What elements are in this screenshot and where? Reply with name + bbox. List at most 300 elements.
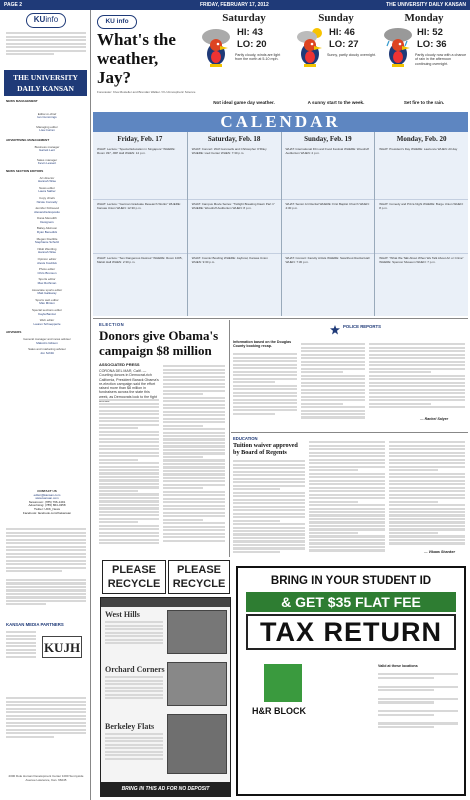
text-line (233, 481, 305, 483)
text-line (301, 371, 343, 373)
text-line (233, 513, 305, 515)
berkeley-flats-title: Berkeley Flats (105, 722, 155, 731)
calendar-grid (93, 132, 468, 316)
text-line (163, 390, 225, 392)
text-line (233, 388, 297, 390)
text-line (389, 542, 465, 544)
text-line (163, 515, 225, 517)
text-line (389, 445, 465, 447)
text-line (163, 369, 225, 371)
text-line (233, 485, 305, 487)
police-intro: Information based on the Douglas County booking recap. (233, 340, 292, 349)
text-line (163, 435, 225, 437)
media-partners-text (6, 630, 36, 690)
text-line (309, 483, 385, 485)
staff-person: Matt Galloway (37, 291, 57, 296)
text-line (389, 455, 465, 457)
text-line (309, 504, 385, 506)
text-line (163, 379, 225, 381)
staff-person: Hannah Wise (37, 179, 56, 184)
text-line (369, 361, 465, 363)
text-line (163, 418, 225, 420)
text-line (309, 535, 385, 537)
text-line (163, 397, 225, 399)
flat-fee-banner (246, 592, 456, 612)
text-line (233, 540, 305, 542)
text-line (99, 514, 159, 516)
tuition-kicker: EDUCATION (233, 436, 258, 441)
text-line (99, 479, 159, 481)
text-line (301, 416, 365, 418)
contact-box (6, 490, 88, 515)
text-line (163, 498, 225, 500)
text-line (163, 491, 225, 493)
section-title: ADVISERS (6, 330, 22, 335)
text-line (99, 525, 159, 527)
page-number: PAGE 2 (4, 2, 22, 8)
text-line (389, 511, 465, 513)
text-line (233, 467, 305, 469)
calendar-event[interactable]: WHAT: Comedy and Pizza Night WHERE: Burge Union WHEN: 8 p.m. (375, 199, 468, 253)
text-line (99, 535, 159, 537)
forecast-hi: HI: 46 (329, 27, 355, 38)
text-line (163, 449, 225, 451)
text-line (369, 354, 465, 356)
text-line (233, 502, 305, 504)
text-line (233, 409, 297, 411)
text-line (163, 421, 225, 423)
staff-role: Bailey Atkinson (36, 226, 58, 231)
housing-ad-header (101, 598, 230, 607)
text-line (369, 389, 465, 391)
recycle-ad-1-text: PLEASE RECYCLE (107, 564, 161, 590)
text-line (301, 385, 365, 387)
text-line (309, 511, 385, 513)
text-line (309, 549, 385, 551)
staff-role: Sports web editor (35, 297, 59, 302)
orchard-text (105, 675, 163, 715)
text-line (301, 347, 365, 349)
text-line (99, 445, 159, 447)
forecast-lo: LO: 36 (417, 39, 447, 50)
calendar-day-column (187, 132, 281, 316)
text-line (99, 399, 159, 401)
text-line (389, 535, 465, 537)
text-line (389, 487, 465, 489)
text-line (233, 551, 280, 553)
masthead-line1: THE UNIVERSITY (13, 73, 78, 82)
section-title: NEWS SECTION EDITORS (6, 168, 44, 173)
text-line (301, 354, 365, 356)
forecast-hi: HI: 43 (237, 27, 263, 38)
text-line (309, 466, 385, 468)
text-line (309, 528, 385, 530)
calendar-day-header: Friday, Feb. 17 (117, 135, 163, 143)
staff-box (6, 99, 88, 358)
text-line (163, 463, 225, 465)
text-line (389, 469, 438, 471)
text-line (309, 480, 385, 482)
text-line (99, 431, 159, 433)
student-id-headline: BRING IN YOUR STUDENT ID (270, 575, 432, 587)
text-line (369, 396, 465, 398)
text-line (233, 523, 305, 525)
forecast-lo: LO: 27 (329, 39, 359, 50)
staff-person: Nicole Connelly (36, 199, 58, 204)
text-line (369, 403, 431, 405)
calendar-event[interactable]: WHAT: Lecture: "German Graduate Research Works" WHERE: Kansas Union WHEN: 12:30 p.m. (93, 199, 187, 253)
text-line (309, 462, 385, 464)
text-line (309, 473, 385, 475)
text-line (369, 343, 465, 345)
calendar-title: CALENDAR (220, 112, 341, 131)
text-line (233, 378, 297, 380)
text-line (99, 438, 159, 440)
berkeley-text (105, 732, 163, 776)
staff-person: Alexandra Esposito (34, 209, 60, 214)
text-line (99, 472, 159, 474)
text-line (301, 399, 365, 401)
tuition-headline: Tuition waiver approved by Board of Regents (233, 442, 298, 457)
text-line (99, 542, 159, 544)
text-line (99, 521, 138, 523)
text-line (99, 455, 159, 457)
forecast-hi: HI: 52 (417, 27, 443, 38)
page-header-bar (0, 0, 470, 10)
calendar-event[interactable]: WHAT: Concert: Wolf Gunnsells and Christopher O'Riley WHERE: Lied Center WHEN: 7:30 p.m. (191, 147, 267, 155)
section-title: ADVERTISING MANAGEMENT (6, 137, 50, 142)
police-col1 (233, 352, 297, 418)
text-line (233, 371, 297, 373)
text-line (163, 365, 225, 367)
text-line (389, 501, 438, 503)
calendar-event[interactable]: WHAT: Senior Art Recital WHERE: First Baptist Church WHEN: 4:30 p.m. (282, 199, 375, 253)
text-line (301, 413, 365, 415)
text-line (163, 425, 203, 427)
weather-question-line2: weather, (97, 49, 159, 68)
kuinfo-logo-ku: KU (33, 15, 46, 24)
text-line (389, 462, 465, 464)
masthead-line2: DAILY KANSAN (17, 84, 74, 93)
text-line (233, 402, 297, 404)
calendar-event[interactable]: WHAT: Lecture: "Special Education in Singapore" WHERE: Room 337, JRP Hall WHEN: 12 p.m. (97, 147, 176, 155)
calendar-event[interactable]: WHAT: Lecture: "Sex Dangerous Desires" WHERE: Room 1005, Malott Hall WHEN: 2:30 p.m. (93, 253, 187, 307)
text-line (389, 508, 465, 510)
text-line (389, 480, 465, 482)
calendar-event[interactable]: WHAT: International Film and Food Festival WHERE: Woodruff Auditorium WHEN: 2 p.m. (285, 147, 369, 155)
contact-newsroom: Newsroom: (785) 766-1491 (28, 499, 66, 504)
divider (231, 432, 468, 433)
text-line (309, 546, 385, 548)
text-line (163, 540, 225, 542)
text-line (233, 385, 297, 387)
forecast-day-name: Sunday (318, 12, 354, 24)
text-line (233, 533, 305, 535)
election-kicker: ELECTION (99, 322, 125, 327)
recycle-ad-2 (168, 560, 230, 594)
text-line (233, 547, 305, 549)
election-body-col1 (99, 398, 159, 550)
text-line (233, 413, 275, 415)
election-headline: Donors give Obama's campaign $8 million (99, 328, 219, 358)
text-line (163, 407, 225, 409)
issue-date: FRIDAY, FEBRUARY 17, 2012 (200, 2, 269, 8)
text-line (99, 486, 159, 488)
text-line (99, 528, 159, 530)
contact-website[interactable]: www.kansan.com (35, 496, 59, 501)
staff-person: Lauren Schoepperle (33, 321, 61, 326)
calendar-day-column (374, 132, 468, 316)
text-line (309, 525, 385, 527)
text-line (369, 371, 431, 373)
text-line (233, 544, 305, 546)
text-line (389, 539, 465, 541)
hr-block-ad (236, 566, 466, 796)
text-line (233, 460, 305, 462)
text-line (233, 492, 305, 494)
text-line (369, 406, 465, 408)
text-line (309, 455, 385, 457)
text-line (309, 469, 358, 471)
housing-banner: BRING IN THIS AD FOR NO DEPOSIT (101, 782, 230, 796)
staff-role: Sports editor (38, 277, 56, 282)
contact-twitter[interactable]: Twitter: UDK_News (33, 506, 60, 511)
recycle-ad-2-text: PLEASE RECYCLE (172, 564, 226, 590)
text-line (389, 452, 465, 454)
calendar-event[interactable]: WHAT: Concert: Faculty Artists WHERE: Swarthout Recital Hall WHEN: 7:30 p.m. (282, 253, 375, 307)
text-line (301, 343, 365, 345)
text-line (233, 516, 305, 518)
forecast-desc: Partly cloudy, winds are light from the north at 5-10 mph. (235, 53, 281, 62)
text-line (99, 466, 159, 468)
text-line (309, 501, 358, 503)
forecast-day-name: Saturday (222, 12, 266, 24)
text-line (389, 490, 465, 492)
staff-person: Ian Cummings (37, 115, 57, 120)
text-line (163, 445, 225, 447)
staff-person: Lisa Curran (39, 128, 55, 133)
kuinfo-logo-suffix: info (45, 15, 59, 24)
text-line (99, 497, 159, 499)
text-line (301, 375, 365, 377)
text-line (99, 504, 159, 506)
text-line (163, 452, 225, 454)
recycle-ad-1 (102, 560, 166, 594)
paper-name: THE UNIVERSITY DAILY KANSAN (386, 2, 466, 8)
text-line (163, 383, 225, 385)
text-line (163, 536, 225, 538)
text-line (369, 382, 465, 384)
weather-kuinfo-logo: KU info (97, 15, 137, 29)
text-line (369, 368, 465, 370)
text-line (163, 438, 225, 440)
text-line (163, 533, 225, 535)
text-line (389, 532, 438, 534)
text-line (233, 527, 305, 529)
text-line (369, 378, 465, 380)
calendar-event[interactable]: WHAT: Cosmic Bowling WHERE: Jaybowl, Kansas Union WHEN: 9:30 p.m. (188, 253, 281, 307)
text-line (301, 378, 365, 380)
kuinfo-blurb (6, 31, 86, 67)
text-line (233, 506, 305, 508)
text-line (369, 392, 465, 394)
text-line (163, 484, 225, 486)
staff-person: Chris Bronson (37, 270, 57, 275)
tax-return-headline: TAX RETURN (246, 614, 456, 650)
calendar-event[interactable]: WHAT: President's Day WHERE: Lawrence WHEN: All day (379, 147, 458, 151)
contact-facebook[interactable]: Facebook: facebook.com/thekansan (22, 510, 72, 515)
forecast-tagline-saturday: Not ideal game day weather. (213, 100, 275, 105)
text-line (99, 483, 159, 485)
west-hills-photo (167, 610, 227, 654)
forecast-credit: Forecaster: Kiva Mosteller and Brendan Walker / KU Atmospheric Science (97, 90, 196, 94)
text-line (233, 374, 297, 376)
text-line (233, 395, 297, 397)
text-line (233, 530, 305, 532)
text-line (309, 518, 385, 520)
text-line (99, 511, 159, 513)
calendar-event[interactable]: WHAT: "What We Talk About When We Talk About Art or Crime" WHERE: Spencer Museum WHEN: 7 p.m. (375, 253, 468, 307)
text-line (233, 509, 305, 511)
calendar-day-column (93, 132, 187, 316)
text-line (309, 452, 385, 454)
text-line (309, 476, 385, 478)
text-line (233, 367, 297, 369)
text-line (309, 487, 385, 489)
police-kicker: POLICE REPORTS (343, 324, 381, 329)
text-line (389, 514, 465, 516)
text-line (389, 466, 465, 468)
staff-person: Kevin Lessert (37, 161, 57, 166)
orchard-photo (167, 662, 227, 706)
text-line (233, 399, 297, 401)
staff-person: Stephanie Schultz (34, 240, 60, 245)
staff-person: Designers (40, 219, 54, 224)
text-line (163, 376, 225, 378)
text-line (163, 487, 203, 489)
police-signoff: — Rachel Salyer (420, 417, 449, 421)
section-title: NEWS MANAGEMENT (6, 99, 38, 103)
text-line (301, 350, 365, 352)
text-line (389, 528, 465, 530)
text-line (309, 459, 385, 461)
staff-role: Sales manager (36, 157, 58, 162)
calendar-day-header: Monday, Feb. 20 (396, 135, 447, 143)
staff-role: Megan Doolittle (36, 236, 58, 241)
text-line (233, 471, 305, 473)
text-line (99, 441, 159, 443)
text-line (389, 497, 465, 499)
text-line (99, 518, 159, 520)
staff-role: Jennifer Kirkwood (35, 206, 59, 211)
text-line (163, 411, 225, 413)
flat-fee-text: & GET $35 FLAT FEE (281, 594, 421, 610)
text-line (99, 539, 159, 541)
weather-question (97, 30, 195, 87)
text-line (163, 404, 225, 406)
text-line (233, 464, 305, 466)
masthead (4, 70, 87, 96)
text-line (301, 389, 365, 391)
text-line (99, 452, 159, 454)
calendar-day-header: Saturday, Feb. 18 (207, 135, 261, 143)
staff-role: Photo editor (38, 267, 56, 272)
staff-role: Sales and marketing adviser (28, 347, 66, 352)
calendar-event[interactable]: WHAT: Campus Movie Series: "Twilight Breaking Dawn Part 1" WHERE: Woodruff Auditorium WHEN: 8 p.m. (188, 199, 281, 253)
text-line (163, 442, 225, 444)
housing-ad (100, 597, 231, 797)
text-line (369, 364, 465, 366)
weather-question-line3: Jay? (97, 68, 131, 87)
text-line (99, 427, 138, 429)
text-line (309, 532, 358, 534)
text-line (163, 393, 203, 395)
contact-email[interactable]: editor@kansan.com (33, 492, 61, 497)
text-line (301, 357, 365, 359)
text-line (99, 490, 138, 492)
hr-block-logo (250, 664, 314, 720)
text-line (163, 473, 225, 475)
text-line (99, 406, 159, 408)
staff-role: Dana Meredith (37, 216, 57, 221)
text-line (309, 497, 385, 499)
text-line (163, 508, 225, 510)
calendar-day-column (281, 132, 375, 316)
jayhawk-icon (201, 27, 231, 67)
staff-role: Managing editor (36, 124, 58, 129)
forecast-desc: Partly cloudy now with a chance of rain in the afternoon continuing overnight. (415, 53, 467, 66)
police-col2 (301, 342, 365, 422)
tuition-signoff: — Vikaas Shanker (424, 550, 456, 554)
locations-list (378, 672, 458, 782)
text-line (301, 392, 365, 394)
text-line (389, 459, 465, 461)
forecast-tagline-monday: Set fire to the rain. (403, 100, 445, 105)
text-line (99, 448, 159, 450)
staff-role: Art director (39, 175, 55, 180)
text-line (163, 480, 225, 482)
text-line (369, 350, 465, 352)
text-line (163, 529, 225, 531)
divider (93, 318, 468, 319)
staff-role: Copy chiefs (39, 195, 55, 200)
text-line (389, 441, 465, 443)
text-line (233, 364, 297, 366)
text-line (163, 470, 225, 472)
hr-block-wordmark: H&R BLOCK (252, 706, 306, 716)
text-line (301, 382, 365, 384)
staff-person: Ryan Benedick (36, 230, 58, 235)
west-hills-title: West Hills (105, 610, 140, 619)
media-partners-title: KANSAN MEDIA PARTNERS (6, 622, 64, 627)
text-line (99, 476, 159, 478)
staff-person: Laura Sather (38, 189, 56, 194)
text-line (163, 386, 225, 388)
contact-title: CONTACT US (37, 489, 57, 493)
text-line (163, 400, 225, 402)
jayhawk-icon (295, 27, 325, 67)
election-byline: ASSOCIATED PRESS (99, 362, 140, 367)
staff-role: General manager and news adviser (23, 336, 71, 341)
text-line (99, 403, 159, 405)
tuition-col2 (309, 440, 385, 557)
text-line (163, 432, 225, 434)
text-line (233, 381, 275, 383)
forecast-day-monday (381, 12, 467, 96)
text-line (163, 501, 225, 503)
staff-entries (6, 177, 88, 327)
media-partners-text-2 (6, 696, 86, 766)
